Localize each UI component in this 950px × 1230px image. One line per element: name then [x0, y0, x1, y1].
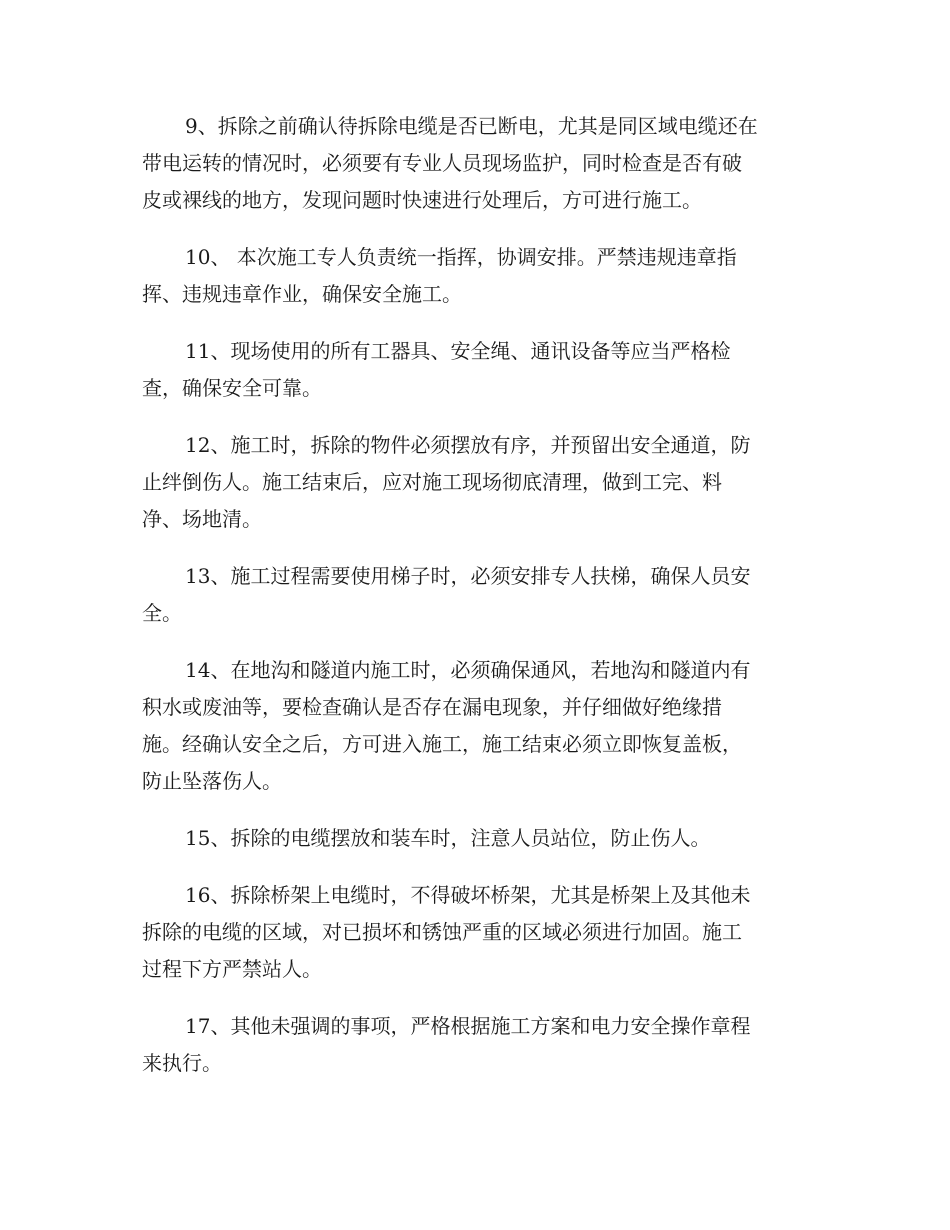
paragraph-line: 全。	[142, 601, 182, 625]
list-item-13	[142, 558, 802, 632]
paragraph-line: 拆除的电缆的区域，对已损坏和锈蚀严重的区域必须进行加固。施工	[142, 920, 742, 944]
list-item-15	[142, 820, 802, 857]
paragraph-line: 积水或废油等，要检查确认是否存在漏电现象，并仔细做好绝缘措	[142, 695, 722, 719]
paragraph-line: 13、施工过程需要使用梯子时，必须安排专人扶梯，确保人员安	[185, 564, 751, 588]
list-item-11	[142, 333, 802, 407]
paragraph-line: 12、施工时，拆除的物件必须摆放有序，并预留出安全通道，防	[185, 433, 751, 457]
list-item-14	[142, 652, 802, 800]
paragraph-line: 挥、违规违章作业，确保安全施工。	[142, 282, 462, 306]
paragraph-line: 11、现场使用的所有工器具、安全绳、通讯设备等应当严格检	[185, 339, 731, 363]
document-body	[142, 108, 802, 1102]
paragraph-line: 15、拆除的电缆摆放和装车时，注意人员站位，防止伤人。	[185, 826, 711, 850]
list-item-10	[142, 239, 802, 313]
paragraph-line: 防止坠落伤人。	[142, 769, 282, 793]
paragraph-line: 17、其他未强调的事项，严格根据施工方案和电力安全操作章程	[185, 1014, 751, 1038]
paragraph-line: 16、拆除桥架上电缆时，不得破坏桥架，尤其是桥架上及其他未	[185, 883, 751, 907]
paragraph-line: 9、拆除之前确认待拆除电缆是否已断电，尤其是同区域电缆还在	[185, 114, 758, 138]
list-item-9	[142, 108, 802, 219]
paragraph-line: 14、在地沟和隧道内施工时，必须确保通风，若地沟和隧道内有	[185, 658, 751, 682]
paragraph-line: 皮或裸线的地方，发现问题时快速进行处理后，方可进行施工。	[142, 188, 702, 212]
paragraph-line: 过程下方严禁站人。	[142, 957, 322, 981]
paragraph-line: 带电运转的情况时，必须要有专业人员现场监护，同时检查是否有破	[142, 151, 742, 175]
paragraph-line: 净、场地清。	[142, 507, 262, 531]
list-item-16	[142, 877, 802, 988]
paragraph-line: 止绊倒伤人。施工结束后，应对施工现场彻底清理，做到工完、料	[142, 470, 722, 494]
list-item-17	[142, 1008, 802, 1082]
paragraph-line: 来执行。	[142, 1051, 222, 1075]
list-item-12	[142, 427, 802, 538]
paragraph-line: 施。经确认安全之后，方可进入施工，施工结束必须立即恢复盖板，	[142, 732, 742, 756]
paragraph-line: 查，确保安全可靠。	[142, 376, 322, 400]
paragraph-line: 10、 本次施工专人负责统一指挥，协调安排。严禁违规违章指	[185, 245, 737, 269]
